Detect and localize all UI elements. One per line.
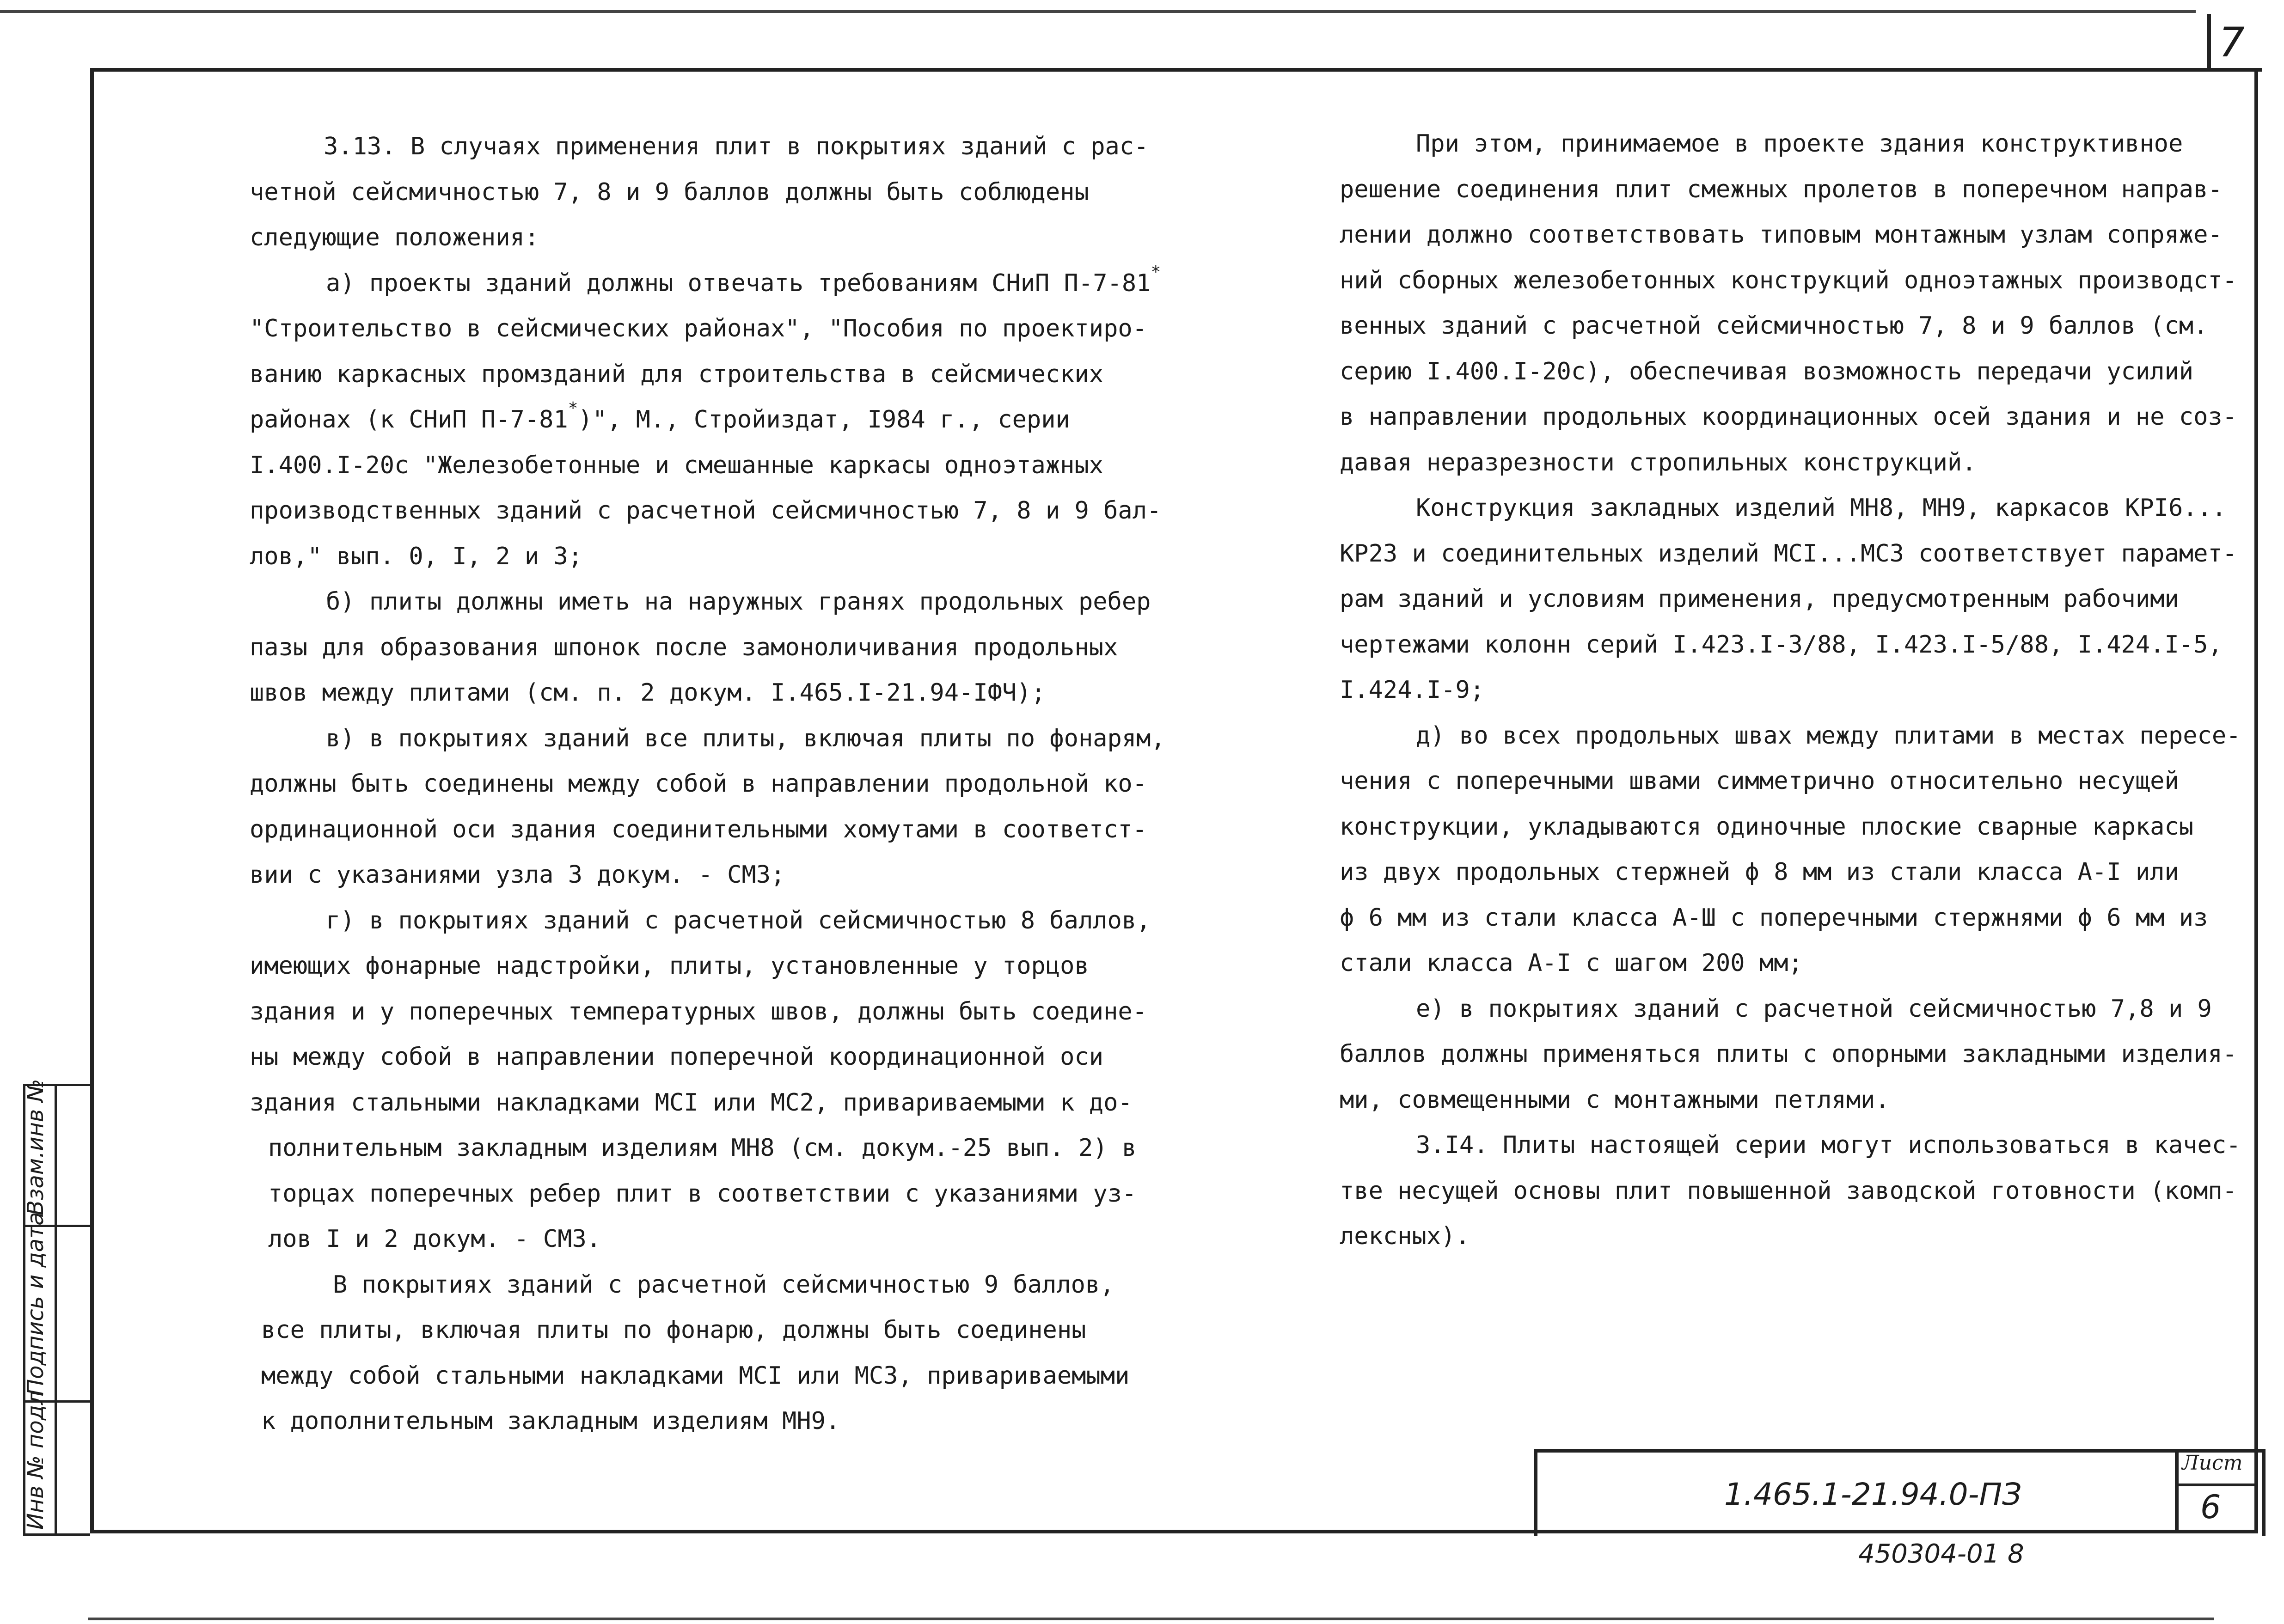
page-number: 7	[2219, 18, 2245, 66]
text-line: все плиты, включая плиты по фонарю, должны быть соединены	[261, 1316, 1086, 1344]
text-line: баллов должны применяться плиты с опорными закладными изделия-	[1340, 1040, 2237, 1068]
stamp-divider	[55, 1086, 57, 1533]
text-line: конструкции, укладываются одиночные плоские сварные каркасы	[1340, 812, 2194, 841]
text-line: серию I.400.I-20с), обеспечивая возможность передачи усилий	[1340, 357, 2194, 385]
text-line: рам зданий и условиям применения, предусмотренным рабочими	[1340, 585, 2179, 613]
approval-stamp-strip	[23, 1079, 90, 1536]
text-line: д) во всех продольных швах между плитами в местах пересе-	[1416, 721, 2241, 750]
text-line: производственных зданий с расчетной сейсмичностью 7, 8 и 9 бал-	[250, 497, 1162, 525]
text-line: Конструкция закладных изделий МН8, МН9, каркасов КРI6...	[1416, 494, 2227, 522]
text-line: в) в покрытиях зданий все плиты, включая плиты по фонарям,	[326, 724, 1165, 752]
text-line: чения с поперечными швами симметрично относительно несущей	[1340, 767, 2179, 795]
title-block-divider	[2175, 1449, 2179, 1532]
text-line: торцах поперечных ребер плит в соответствии с указаниями уз-	[268, 1179, 1137, 1208]
text-line: I.400.I-20с "Железобетонные и смешанные каркасы одноэтажных	[250, 451, 1104, 479]
text-line: ны между собой в направлении поперечной координационной оси	[250, 1043, 1104, 1071]
text-line: здания и у поперечных температурных швов, должны быть соедине-	[250, 997, 1147, 1026]
text-line: должны быть соединены между собой в направлении продольной ко-	[250, 770, 1147, 798]
text-line: е) в покрытиях зданий с расчетной сейсмичностью 7,8 и 9	[1416, 995, 2212, 1023]
text-line: "Строительство в сейсмических районах", "Пособия по проектиро-	[250, 315, 1147, 342]
archive-number: 450304-01 8	[1858, 1539, 2024, 1569]
text-line: давая неразрезности стропильных конструкций.	[1340, 448, 1977, 476]
frame-border-top	[90, 68, 2258, 72]
text-line: четной сейсмичностью 7, 8 и 9 баллов должны быть соблюдены	[250, 178, 1089, 206]
text-line: В покрытиях зданий с расчетной сейсмичностью 9 баллов,	[333, 1270, 1114, 1299]
text-line: г) в покрытиях зданий с расчетной сейсмичностью 8 баллов,	[326, 906, 1151, 934]
text-line: между собой стальными накладками МСI или МС3, привариваемыми	[261, 1361, 1130, 1390]
text-line: имеющих фонарные надстройки, плиты, установленные у торцов	[250, 952, 1089, 980]
title-block-divider	[2175, 1484, 2258, 1486]
text-line: лении должно соответствовать типовым монтажным узлам сопряже-	[1340, 221, 2223, 249]
text-line: вии с указаниями узла 3 докум. - СМ3;	[250, 861, 785, 889]
text-line: чертежами колонн серий I.423.I-3/88, I.423.I-5/88, I.424.I-5,	[1340, 630, 2223, 659]
text-line: решение соединения плит смежных пролетов в поперечном направ-	[1340, 175, 2223, 203]
text-line: венных зданий с расчетной сейсмичностью 7, 8 и 9 баллов (см.	[1340, 312, 2208, 340]
text-line: швов между плитами (см. п. 2 докум. I.465.I-21.94-IФЧ);	[250, 679, 1046, 707]
text-line: ϕ 6 мм из стали класса А-Ш с поперечными стержнями ϕ 6 мм из	[1340, 904, 2208, 932]
text-line: 3.I4. Плиты настоящей серии могут использоваться в качес-	[1416, 1131, 2241, 1159]
text-line: районах (к СНиП П-7-81*)", М., Стройиздат, I984 г., серии	[250, 399, 1070, 433]
text-line: тве несущей основы плит повышенной заводской готовности (комп-	[1340, 1177, 2237, 1205]
right-text-column	[1340, 121, 2241, 1259]
scan-edge-bottom	[88, 1618, 2214, 1620]
stamp-inv-label: Инв № подл	[23, 1391, 49, 1530]
text-line: ординационной оси здания соединительными хомутами в соответст-	[250, 815, 1147, 843]
frame-border-left	[90, 68, 94, 1533]
text-line: лексных).	[1340, 1222, 1470, 1250]
text-line: в направлении продольных координационных осей здания и не соз-	[1340, 403, 2237, 431]
text-line: I.424.I-9;	[1340, 676, 1485, 704]
text-line: а) проекты зданий должны отвечать требованиям СНиП П-7-81*	[326, 262, 1161, 297]
text-line: ний сборных железобетонных конструкций одноэтажных производст-	[1340, 266, 2237, 294]
text-line: здания стальными накладками МСI или МС2, привариваемыми к до-	[250, 1088, 1133, 1117]
left-text-column	[250, 124, 1165, 1444]
text-line: из двух продольных стержней ϕ 8 мм из стали класса А-I или	[1340, 858, 2179, 886]
text-line: полнительным закладным изделиям МН8 (см. докум.-25 вып. 2) в	[268, 1134, 1137, 1162]
sheet-number: 6	[2200, 1488, 2221, 1526]
text-line: При этом, принимаемое в проекте здания конструктивное	[1416, 130, 2183, 158]
text-line: лов," вып. 0, I, 2 и 3;	[250, 542, 583, 570]
stamp-replaces-label: Взам.инв №	[23, 1079, 49, 1215]
text-line: б) плиты должны иметь на наружных гранях продольных ребер	[326, 588, 1151, 616]
text-line: стали класса А-I с шагом 200 мм;	[1340, 949, 1803, 977]
text-line: КР23 и соединительных изделий МСI...МС3 соответствует парамет-	[1340, 539, 2237, 568]
text-line: к дополнительным закладным изделиям МН9.	[261, 1407, 840, 1435]
sheet-label: Лист	[2182, 1451, 2243, 1475]
stamp-signature-label: Подпись и дата	[23, 1212, 49, 1396]
text-line: следующие положения:	[250, 224, 539, 251]
text-line: ванию каркасных промзданий для строительства в сейсмических	[250, 360, 1104, 388]
frame-border-right	[2254, 68, 2258, 1533]
document-code: 1.465.1-21.94.0-ПЗ	[1724, 1477, 2022, 1512]
text-line: ми, совмещенными с монтажными петлями.	[1340, 1086, 1890, 1114]
scan-edge-top	[0, 10, 2196, 13]
text-line: пазы для образования шпонок после замоноличивания продольных	[250, 633, 1118, 661]
text-line: лов I и 2 докум. - СМ3.	[268, 1225, 601, 1253]
text-line: 3.13. В случаях применения плит в покрытиях зданий с рас-	[324, 133, 1149, 160]
